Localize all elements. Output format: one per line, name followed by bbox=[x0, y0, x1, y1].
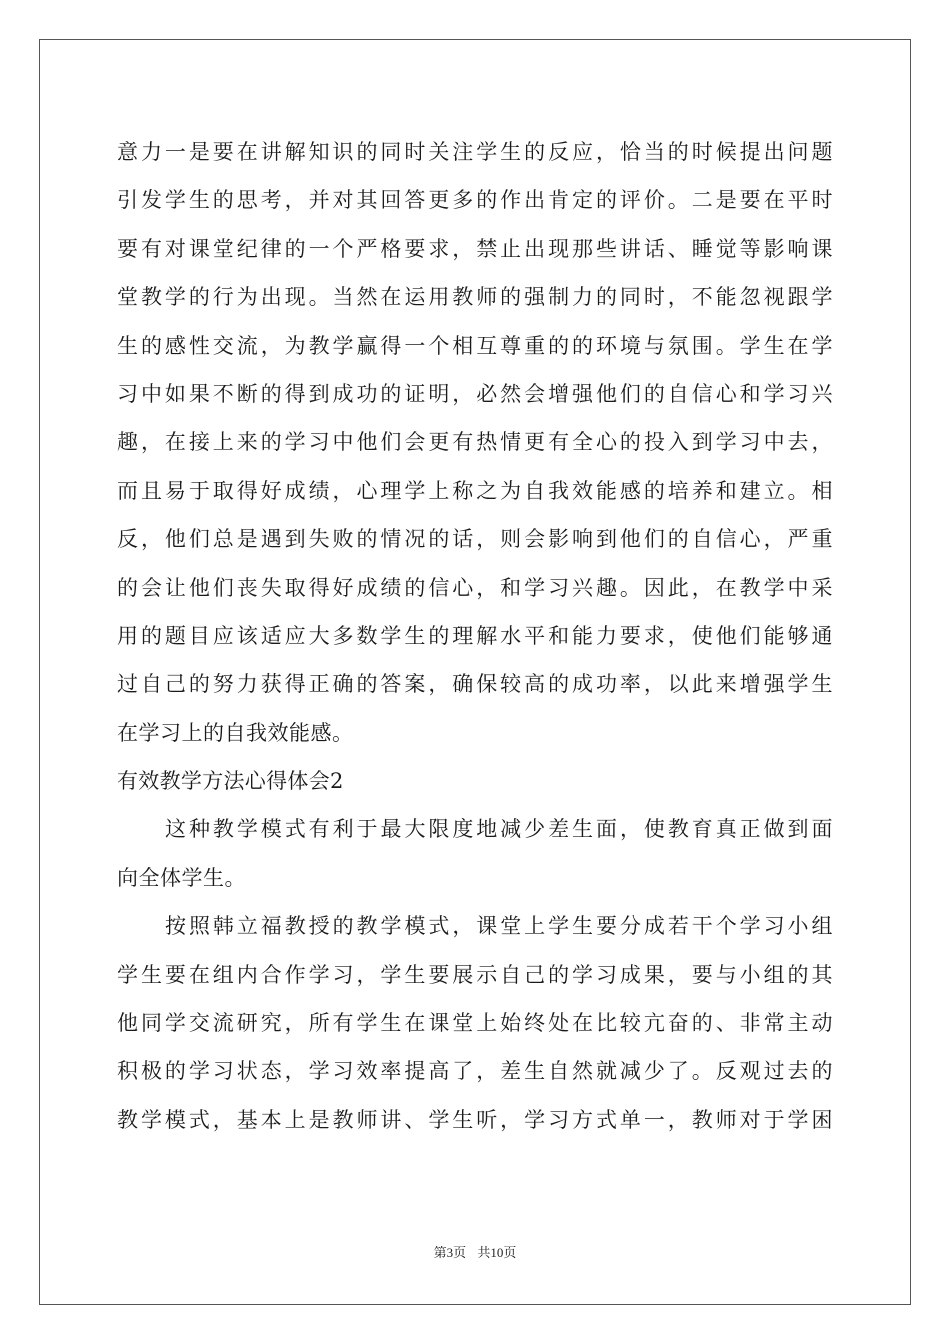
text-line: 过自己的努力获得正确的答案，确保较高的成功率，以此来增强学生 bbox=[117, 672, 833, 697]
text-line: 这种教学模式有利于最大限度地减少差生面，使教育真正做到面 bbox=[165, 817, 833, 842]
text-line: 而且易于取得好成绩，心理学上称之为自我效能感的培养和建立。相 bbox=[117, 478, 833, 503]
text-line: 意力一是要在讲解知识的同时关注学生的反应，恰当的时候提出问题 bbox=[117, 140, 833, 164]
page-total: 共10页 bbox=[477, 1245, 517, 1260]
text-line: 用的题目应该适应大多数学生的理解水平和能力要求，使他们能够通 bbox=[117, 623, 833, 648]
page-number: 第3页 bbox=[433, 1245, 467, 1260]
text-line: 要有对课堂纪律的一个严格要求，禁止出现那些讲话、睡觉等影响课 bbox=[117, 236, 833, 261]
text-line: 习中如果不断的得到成功的证明，必然会增强他们的自信心和学习兴 bbox=[117, 381, 833, 406]
text-line: 教学模式，基本上是教师讲、学生听，学习方式单一，教师对于学困 bbox=[117, 1107, 833, 1132]
text-line: 他同学交流研究，所有学生在课堂上始终处在比较亢奋的、非常主动 bbox=[117, 1011, 833, 1036]
page-footer bbox=[0, 1242, 950, 1261]
text-line: 的会让他们丧失取得好成绩的信心，和学习兴趣。因此，在教学中采 bbox=[117, 575, 833, 600]
text-line: 趣，在接上来的学习中他们会更有热情更有全心的投入到学习中去， bbox=[117, 430, 833, 455]
text-line: 学生要在组内合作学习，学生要展示自己的学习成果，要与小组的其 bbox=[117, 962, 833, 987]
document-body bbox=[117, 128, 833, 1144]
section-heading: 有效教学方法心得体会2 bbox=[117, 769, 344, 794]
text-line: 向全体学生。 bbox=[117, 865, 246, 890]
text-line: 引发学生的思考，并对其回答更多的作出肯定的评价。二是要在平时 bbox=[117, 188, 833, 213]
text-line: 反，他们总是遇到失败的情况的话，则会影响到他们的自信心，严重 bbox=[117, 527, 833, 552]
text-line: 积极的学习状态，学习效率提高了，差生自然就减少了。反观过去的 bbox=[117, 1059, 833, 1084]
text-line: 生的感性交流，为教学赢得一个相互尊重的的环境与氛围。学生在学 bbox=[117, 333, 833, 358]
text-line: 按照韩立福教授的教学模式，课堂上学生要分成若干个学习小组 bbox=[165, 914, 833, 939]
text-line: 在学习上的自我效能感。 bbox=[117, 720, 354, 745]
text-line: 堂教学的行为出现。当然在运用教师的强制力的同时，不能忽视跟学 bbox=[117, 285, 833, 310]
